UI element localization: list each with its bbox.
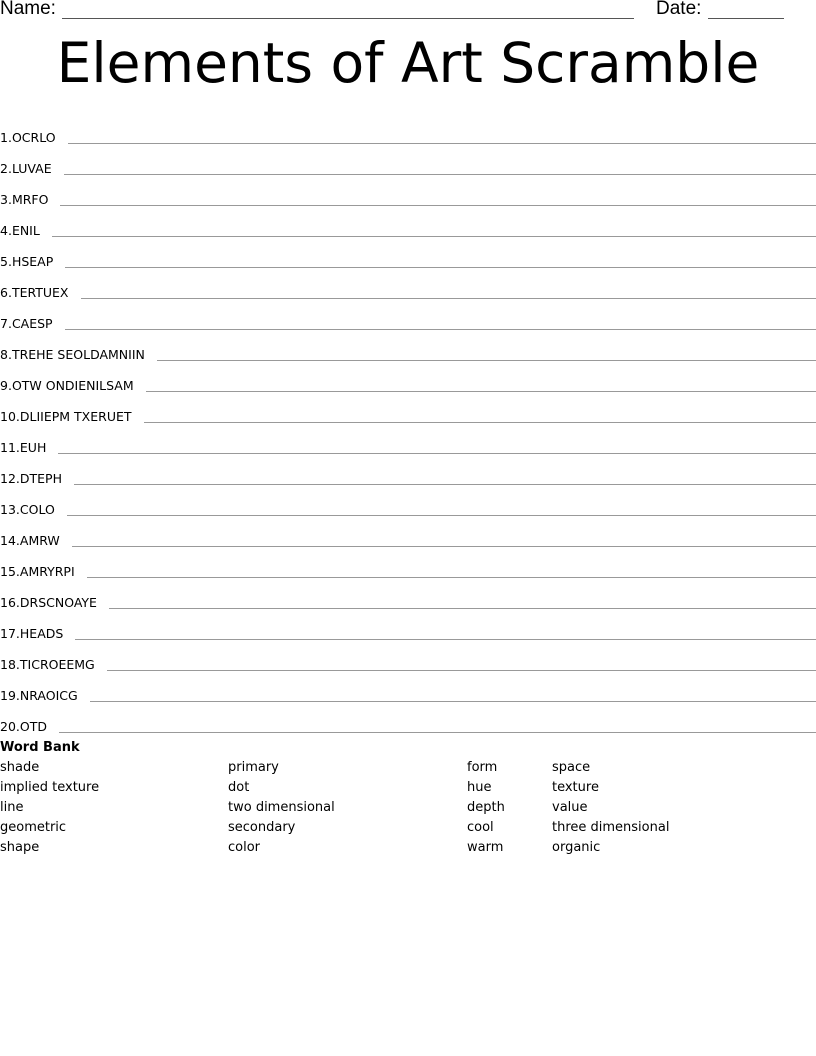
answer-line[interactable] [68, 143, 816, 144]
answer-line[interactable] [109, 608, 816, 609]
scramble-item [0, 362, 816, 393]
answer-line[interactable] [90, 701, 816, 702]
word-bank-word: shape [0, 840, 40, 855]
date-label: Date: [656, 0, 702, 19]
scrambled-word: ENIL [11, 223, 40, 238]
header [0, 0, 816, 24]
answer-line[interactable] [60, 205, 816, 206]
scrambled-word: COLO [19, 502, 55, 517]
item-number: 19. [0, 688, 20, 703]
word-bank-word: cool [467, 820, 494, 835]
word-bank-word: value [552, 800, 588, 815]
word-bank-row [0, 760, 816, 780]
page-title: Elements of Art Scramble [56, 31, 760, 95]
answer-line[interactable] [107, 670, 816, 671]
answer-line[interactable] [144, 422, 816, 423]
date-field[interactable] [708, 18, 784, 19]
word-bank-word: secondary [228, 820, 296, 835]
scrambled-word: DRSCNOAYE [19, 595, 97, 610]
word-bank-word: primary [228, 760, 279, 775]
item-number: 11. [0, 440, 20, 455]
scrambled-word: CAESP [11, 316, 53, 331]
item-number: 3. [0, 192, 12, 207]
scramble-item [0, 672, 816, 703]
scrambled-word: HEADS [19, 626, 64, 641]
scramble-item [0, 238, 816, 269]
word-bank-word: texture [552, 780, 599, 795]
scramble-item [0, 176, 816, 207]
word-bank-word: shade [0, 760, 40, 775]
scrambled-word: TERTUEX [11, 285, 69, 300]
item-number: 12. [0, 471, 20, 486]
scramble-item [0, 207, 816, 238]
word-bank-row [0, 840, 816, 860]
answer-line[interactable] [72, 546, 816, 547]
scramble-item [0, 269, 816, 300]
scrambled-word: OTW ONDIENILSAM [11, 378, 134, 393]
scramble-item [0, 703, 816, 734]
scramble-item [0, 579, 816, 610]
item-number: 13. [0, 502, 20, 517]
scramble-item [0, 145, 816, 176]
answer-line[interactable] [75, 639, 816, 640]
word-bank [0, 740, 816, 860]
scrambled-word: AMRW [19, 533, 60, 548]
word-bank-row [0, 780, 816, 800]
word-bank-word: geometric [0, 820, 67, 835]
word-bank-word: form [467, 760, 498, 775]
word-bank-grid [0, 760, 816, 860]
scrambled-word: EUH [19, 440, 47, 455]
answer-line[interactable] [58, 453, 816, 454]
scrambled-word: OCRLO [11, 130, 56, 145]
scrambled-word: MRFO [11, 192, 49, 207]
word-bank-word: space [552, 760, 591, 775]
word-bank-word: color [228, 840, 261, 855]
item-number: 7. [0, 316, 12, 331]
name-field[interactable] [62, 18, 634, 19]
answer-line[interactable] [87, 577, 816, 578]
scramble-item [0, 517, 816, 548]
item-number: 5. [0, 254, 12, 269]
scrambled-word: TREHE SEOLDAMNIIN [11, 347, 145, 362]
item-number: 14. [0, 533, 20, 548]
word-bank-word: line [0, 800, 24, 815]
scramble-item [0, 331, 816, 362]
scramble-item [0, 393, 816, 424]
word-bank-row [0, 820, 816, 840]
item-number: 10. [0, 409, 20, 424]
scramble-item [0, 424, 816, 455]
scrambled-word: DTEPH [19, 471, 62, 486]
item-number: 16. [0, 595, 20, 610]
item-number: 2. [0, 161, 12, 176]
answer-line[interactable] [81, 298, 816, 299]
word-bank-title: Word Bank [0, 740, 80, 755]
scrambled-word: DLIIEPM TXERUET [19, 409, 132, 424]
word-bank-word: depth [467, 800, 505, 815]
scramble-item [0, 610, 816, 641]
scramble-item [0, 641, 816, 672]
item-number: 17. [0, 626, 20, 641]
word-bank-word: two dimensional [228, 800, 335, 815]
answer-line[interactable] [65, 267, 816, 268]
item-number: 1. [0, 130, 12, 145]
answer-line[interactable] [157, 360, 816, 361]
answer-line[interactable] [59, 732, 816, 733]
answer-line[interactable] [67, 515, 816, 516]
scramble-item [0, 455, 816, 486]
item-number: 20. [0, 719, 20, 734]
answer-line[interactable] [146, 391, 816, 392]
scrambled-word: NRAOICG [19, 688, 78, 703]
item-number: 18. [0, 657, 20, 672]
name-label: Name: [0, 0, 56, 19]
scrambled-word: HSEAP [11, 254, 54, 269]
scrambled-word: LUVAE [11, 161, 52, 176]
scramble-list [0, 114, 816, 734]
item-number: 15. [0, 564, 20, 579]
answer-line[interactable] [64, 174, 816, 175]
item-number: 9. [0, 378, 12, 393]
item-number: 8. [0, 347, 12, 362]
word-bank-word: dot [228, 780, 250, 795]
word-bank-word: hue [467, 780, 492, 795]
word-bank-row [0, 800, 816, 820]
word-bank-word: implied texture [0, 780, 100, 795]
item-number: 6. [0, 285, 12, 300]
answer-line[interactable] [65, 329, 816, 330]
word-bank-word: organic [552, 840, 601, 855]
scramble-item [0, 548, 816, 579]
scrambled-word: AMRYRPI [19, 564, 75, 579]
item-number: 4. [0, 223, 12, 238]
scramble-item [0, 114, 816, 145]
word-bank-word: warm [467, 840, 504, 855]
scrambled-word: TICROEEMG [19, 657, 95, 672]
answer-line[interactable] [74, 484, 816, 485]
scrambled-word: OTD [19, 719, 47, 734]
answer-line[interactable] [52, 236, 816, 237]
word-bank-word: three dimensional [552, 820, 670, 835]
scramble-item [0, 486, 816, 517]
scramble-item [0, 300, 816, 331]
